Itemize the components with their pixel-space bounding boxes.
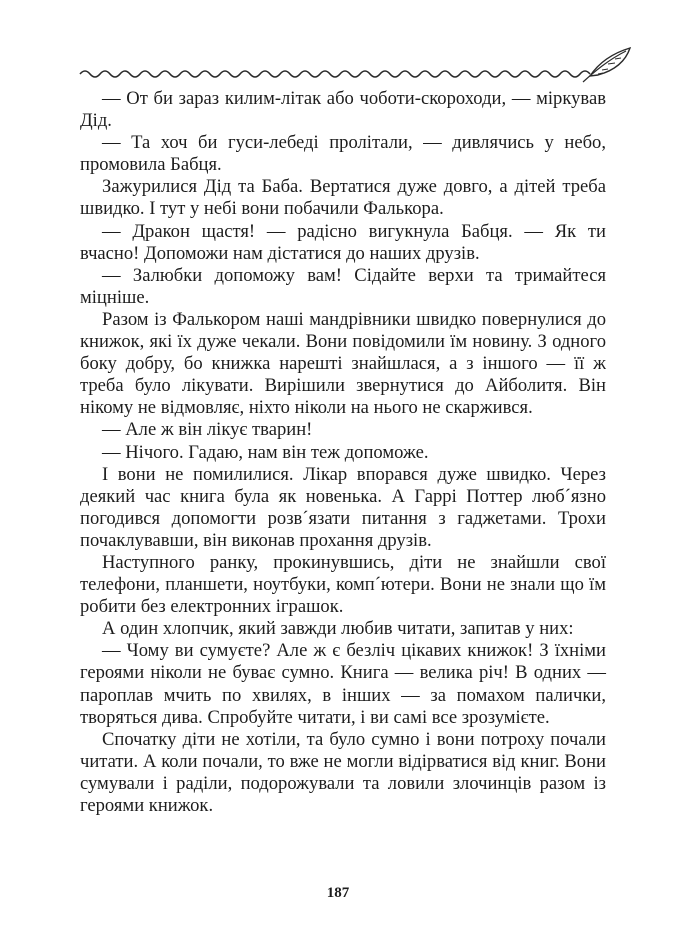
paragraph: — Але ж він лікує тварин!	[102, 419, 313, 441]
paragraph: Наступного ранку, прокинувшись, діти не знайшли свої телефони, планшети, ноутбуки, комп´ютери. Вони не знали що їм робити без електронних іграшок.	[80, 551, 606, 618]
paragraph: — Дракон щастя! — радісно вигукнула Бабця. — Як ти вчасно! Допоможи нам дістатися до наших друзів.	[80, 220, 606, 264]
wavy-line-feather-icon	[78, 42, 634, 86]
paragraph: Зажурилися Дід та Баба. Вертатися дуже довго, а дітей треба швидко. І тут у небі вони побачили Фалькора.	[80, 176, 606, 220]
paragraph: А один хлопчик, який завжди любив читати, запитав у них:	[102, 618, 574, 640]
wavy-line	[80, 71, 590, 77]
body-text	[80, 88, 606, 817]
paragraph: — От би зараз килим-літак або чоботи-скороходи, — міркував Дід.	[80, 88, 606, 132]
paragraph: Спочатку діти не хотіли, та було сумно і вони потроху почали читати. А коли почали, то вже не могли відірватися від книг. Вони сумували і раділи, подорожували та ловили злочинців разом із героями книжок.	[80, 728, 606, 816]
paragraph: — Залюбки допоможу вам! Сідайте верхи та тримайтеся міцніше.	[80, 264, 606, 308]
paragraph: — Нічого. Гадаю, нам він теж допоможе.	[102, 441, 429, 463]
feather-icon	[583, 48, 630, 82]
paragraph: — Чому ви сумуєте? Але ж є безліч цікавих книжок! З їхніми героями ніколи не буває сумно. Книга — велика річ! В одних — пароплав мчить по хвилях, в інших — за помахом палички, творяться дива. Спробуйте читати, і ви самі все зрозумієте.	[80, 640, 606, 728]
paragraph: І вони не помилилися. Лікар впорався дуже швидко. Через деякий час книга була як новенька. А Гаррі Поттер люб´язно погодився допомогти розв´язати питання з гаджетами. Трохи почаклувавши, він виконав прохання друзів.	[80, 463, 606, 551]
paragraph: Разом із Фалькором наші мандрівники швидко повернулися до книжок, які їх дуже чекали. Вони повідомили їм новину. З одного боку добру, бо книжка нарешті знайшлася, а з іншого — її ж треба було лікувати. Вирішили звернутися до Айболитя. Він нікому не відмовляє, ніхто ніколи на нього не скаржився.	[80, 308, 606, 419]
page-number: 187	[326, 885, 350, 901]
paragraph: — Та хоч би гуси-лебеді пролітали, — дивлячись у небо, промовила Бабця.	[80, 132, 606, 176]
